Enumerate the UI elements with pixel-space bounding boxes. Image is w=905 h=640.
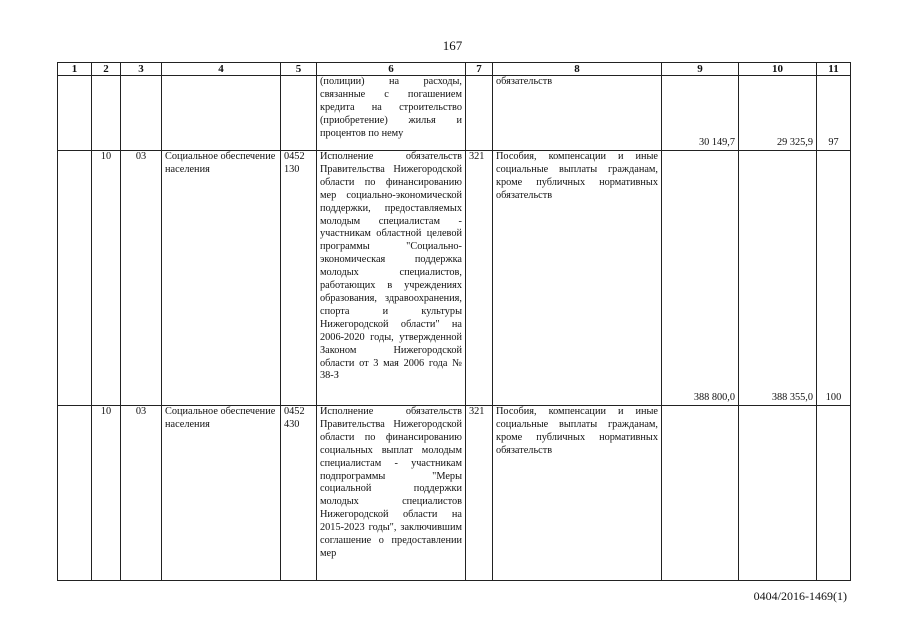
cell-expense-type-name: Пособия, компенсации и иные социальные выплаты гражданам, кроме публичных нормативных обязательств xyxy=(493,151,662,406)
cell-row-number xyxy=(58,76,92,151)
cell-execution-percent: 97 xyxy=(817,76,851,151)
cell-target-name: (полиции) на расходы, связанные с погашением кредита на строительство (приобретение) жилья и процентов по нему xyxy=(317,76,466,151)
cell-row-number xyxy=(58,151,92,406)
table-row xyxy=(58,406,851,581)
table-row xyxy=(58,151,851,406)
column-header: 1 xyxy=(58,63,92,76)
cell-actual-amount: 29 325,9 xyxy=(739,76,817,151)
cell-execution-percent: 100 xyxy=(817,151,851,406)
table-row xyxy=(58,76,851,151)
cell-section-name xyxy=(162,76,281,151)
cell-planned-amount: 30 149,7 xyxy=(662,76,739,151)
cell-expense-type-code xyxy=(466,76,493,151)
column-header: 3 xyxy=(121,63,162,76)
cell-subsection: 03 xyxy=(121,151,162,406)
cell-target-name: Исполнение обязательств Правительства Нижегородской области по финансированию мер социально-экономической поддержки, предоставляемых молодым специалистам - участникам областной целевой программы "Социально-экономическая поддержка молодых специалистов, работающих в учреждениях образования, здравоохранения, спорта и культуры Нижегородской области" на 2006-2020 годы, утвержденной Законом Нижегородской области от 3 мая 2006 года № 38-З xyxy=(317,151,466,406)
cell-expense-type-code: 321 xyxy=(466,406,493,581)
cell-subsection xyxy=(121,76,162,151)
budget-table xyxy=(57,62,851,581)
column-header: 5 xyxy=(281,63,317,76)
cell-section: 10 xyxy=(92,406,121,581)
document-code: 0404/2016-1469(1) xyxy=(753,589,847,603)
cell-execution-percent xyxy=(817,406,851,581)
cell-target-code: 0452 430 xyxy=(281,406,317,581)
cell-expense-type-name: обязательств xyxy=(493,76,662,151)
column-header: 4 xyxy=(162,63,281,76)
cell-section-name: Социальное обеспечение населения xyxy=(162,151,281,406)
column-header: 9 xyxy=(662,63,739,76)
cell-subsection: 03 xyxy=(121,406,162,581)
cell-target-code: 0452 130 xyxy=(281,151,317,406)
cell-row-number xyxy=(58,406,92,581)
cell-section xyxy=(92,76,121,151)
column-header: 2 xyxy=(92,63,121,76)
table-header-row xyxy=(58,63,851,76)
cell-planned-amount xyxy=(662,406,739,581)
cell-section: 10 xyxy=(92,151,121,406)
cell-actual-amount xyxy=(739,406,817,581)
cell-expense-type-code: 321 xyxy=(466,151,493,406)
column-header: 11 xyxy=(817,63,851,76)
cell-target-name: Исполнение обязательств Правительства Нижегородской области по финансированию социальных выплат молодым специалистам - участникам подпрограммы "Меры социальной поддержки молодых специалистов Нижегородской области на 2015-2023 годы", заключившим соглашение о предоставлении мер xyxy=(317,406,466,581)
column-header: 8 xyxy=(493,63,662,76)
column-header: 10 xyxy=(739,63,817,76)
cell-planned-amount: 388 800,0 xyxy=(662,151,739,406)
cell-section-name: Социальное обеспечение населения xyxy=(162,406,281,581)
column-header: 7 xyxy=(466,63,493,76)
page-number: 167 xyxy=(442,38,463,53)
cell-expense-type-name: Пособия, компенсации и иные социальные выплаты гражданам, кроме публичных нормативных обязательств xyxy=(493,406,662,581)
cell-actual-amount: 388 355,0 xyxy=(739,151,817,406)
column-header: 6 xyxy=(317,63,466,76)
cell-target-code xyxy=(281,76,317,151)
